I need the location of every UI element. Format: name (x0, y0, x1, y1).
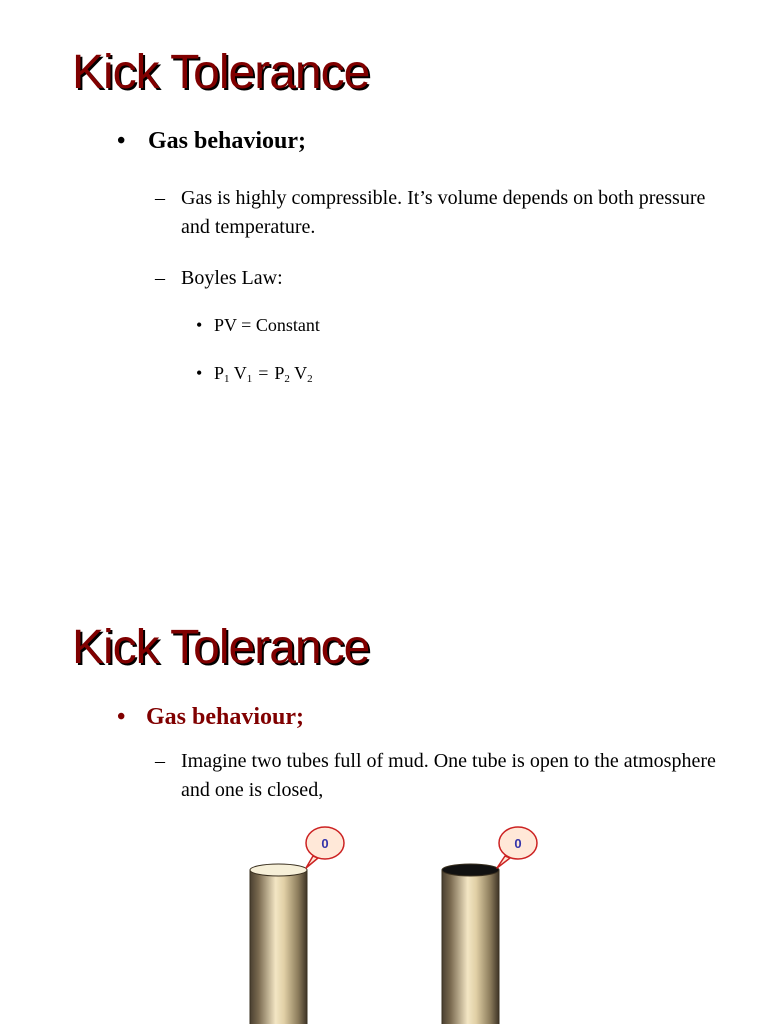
sub-bullet: • (196, 363, 203, 383)
tubes-diagram (0, 816, 768, 1024)
bullet-dot: • (117, 128, 126, 154)
slide-title: Kick Tolerance (72, 621, 370, 674)
dash-bullet: – (155, 267, 165, 289)
equation-text: PV = Constant (214, 315, 320, 335)
tube-closed (442, 864, 499, 1024)
sub-bullet: • (196, 315, 203, 335)
eq-v2: V (294, 363, 308, 383)
dash-bullet: – (155, 187, 165, 209)
gauge-value-open: 0 (321, 836, 329, 851)
eq-v1-sub: 1 (246, 373, 253, 385)
dash-bullet: – (155, 750, 165, 772)
bullet-heading: Gas behaviour; (148, 128, 307, 154)
eq-v1: V (233, 363, 247, 383)
bullet-heading: Gas behaviour; (146, 704, 305, 730)
eq-p1-sub: 1 (224, 373, 230, 385)
slide-title: Kick Tolerance (72, 46, 370, 99)
point-text: Gas is highly compressible. It’s volume depends on both pressure and temperature. (181, 187, 706, 238)
gauge-open-tube (306, 827, 344, 868)
tube-open (250, 864, 307, 1024)
point-text: Imagine two tubes full of mud. One tube is open to the atmosphere and one is closed, (181, 750, 716, 801)
eq-p1: P (214, 363, 225, 383)
gauge-value-closed: 0 (514, 836, 522, 851)
point-text: Boyles Law: (181, 267, 283, 289)
eq-v2-sub: 2 (307, 373, 313, 385)
eq-p2: P (274, 363, 285, 383)
eq-equals: = (258, 363, 269, 383)
gauge-closed-tube (497, 827, 537, 868)
eq-p2-sub: 2 (284, 373, 290, 385)
slide-2 (0, 576, 768, 1024)
equation-text (214, 363, 313, 385)
bullet-dot: • (117, 704, 126, 730)
